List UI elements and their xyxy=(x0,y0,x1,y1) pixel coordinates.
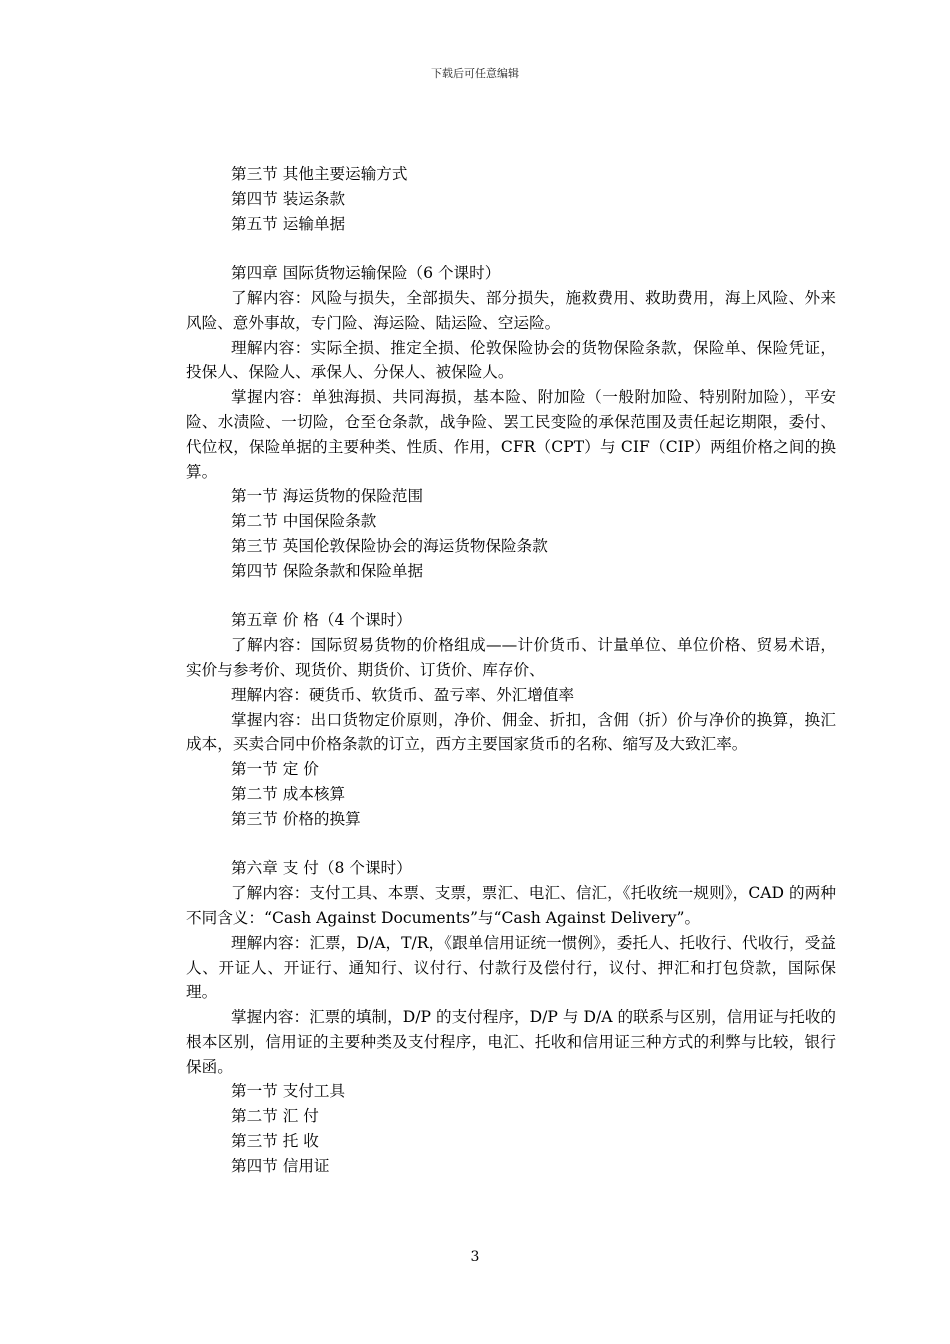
section-heading: 第三节 价格的换算 xyxy=(231,809,361,828)
chapter-title: 第四章 国际货物运输保险（6 个课时） xyxy=(231,264,501,283)
page-number: 3 xyxy=(470,1249,480,1265)
section-heading: 第一节 支付工具 xyxy=(231,1082,346,1101)
understand-paragraph: 理解内容：实际全损、推定全损、伦敦保险协会的货物保险条款，保险单、保险凭证，投保人、保险人、承保人、分保人、被保险人。 xyxy=(186,338,836,382)
understand-paragraph: 理解内容：硬货币、软货币、盈亏率、外汇增值率 xyxy=(231,685,575,704)
section-heading: 第二节 汇 付 xyxy=(231,1107,319,1126)
section-heading: 第一节 定 价 xyxy=(231,760,319,779)
spacer xyxy=(186,236,836,261)
section-heading: 第一节 海运货物的保险范围 xyxy=(231,487,424,506)
master-paragraph: 掌握内容：出口货物定价原则，净价、佣金、折扣，含佣（折）价与净价的换算，换汇成本，买卖合同中价格条款的订立，西方主要国家货币的名称、缩写及大致汇率。 xyxy=(186,710,836,754)
chapter-title: 第五章 价 格（4 个课时） xyxy=(231,611,412,630)
section-heading: 第三节 其他主要运输方式 xyxy=(231,165,408,183)
section-heading: 第四节 信用证 xyxy=(231,1156,330,1175)
know-paragraph: 了解内容：风险与损失，全部损失、部分损失，施救费用、救助费用，海上风险、外来风险、意外事故，专门险、海运险、陆运险、空运险。 xyxy=(186,288,836,332)
understand-paragraph: 理解内容：汇票，D/A，T/R，《跟单信用证统一惯例》，委托人、托收行、代收行，受益人、开证人、开证行、通知行、议付行、付款行及偿付行，议付、押汇和打包贷款，国际保理。 xyxy=(186,933,836,1002)
master-paragraph: 掌握内容：单独海损、共同海损，基本险、附加险（一般附加险、特别附加险），平安险、水渍险、一切险，仓至仓条款，战争险、罢工民变险的承保范围及责任起讫期限，委付、代位权，保险单据的主要种类、性质、作用，CFR（CPT）与 CIF（CIP）两组价格之间的换算。 xyxy=(186,388,836,481)
spacer xyxy=(186,584,836,609)
section-heading: 第五节 运输单据 xyxy=(231,214,346,233)
spacer xyxy=(186,832,836,857)
section-heading: 第四节 装运条款 xyxy=(231,189,346,208)
section-heading: 第三节 托 收 xyxy=(231,1132,319,1151)
know-paragraph: 了解内容：支付工具、本票、支票，票汇、电汇、信汇，《托收统一规则》，CAD 的两种不同含义：“Cash Against Documents”与“Cash Against Delivery”。 xyxy=(186,884,836,927)
section-heading: 第四节 保险条款和保险单据 xyxy=(231,561,424,580)
chapter-title: 第六章 支 付（8 个课时） xyxy=(231,859,412,878)
page-header: 下载后可任意编辑 xyxy=(431,67,519,80)
master-paragraph: 掌握内容：汇票的填制，D/P 的支付程序，D/P 与 D/A 的联系与区别，信用证与托收的根本区别，信用证的主要种类及支付程序，电汇、托收和信用证三种方式的利弊与比较，银行保函。 xyxy=(186,1008,836,1076)
document-body xyxy=(186,162,836,1179)
section-heading: 第三节 英国伦敦保险协会的海运货物保险条款 xyxy=(231,536,548,555)
section-heading: 第二节 中国保险条款 xyxy=(231,512,377,531)
know-paragraph: 了解内容：国际贸易货物的价格组成——计价货币、计量单位、单位价格、贸易术语，实价与参考价、现货价、期货价、订货价、库存价、 xyxy=(186,636,836,679)
section-heading: 第二节 成本核算 xyxy=(231,784,346,803)
